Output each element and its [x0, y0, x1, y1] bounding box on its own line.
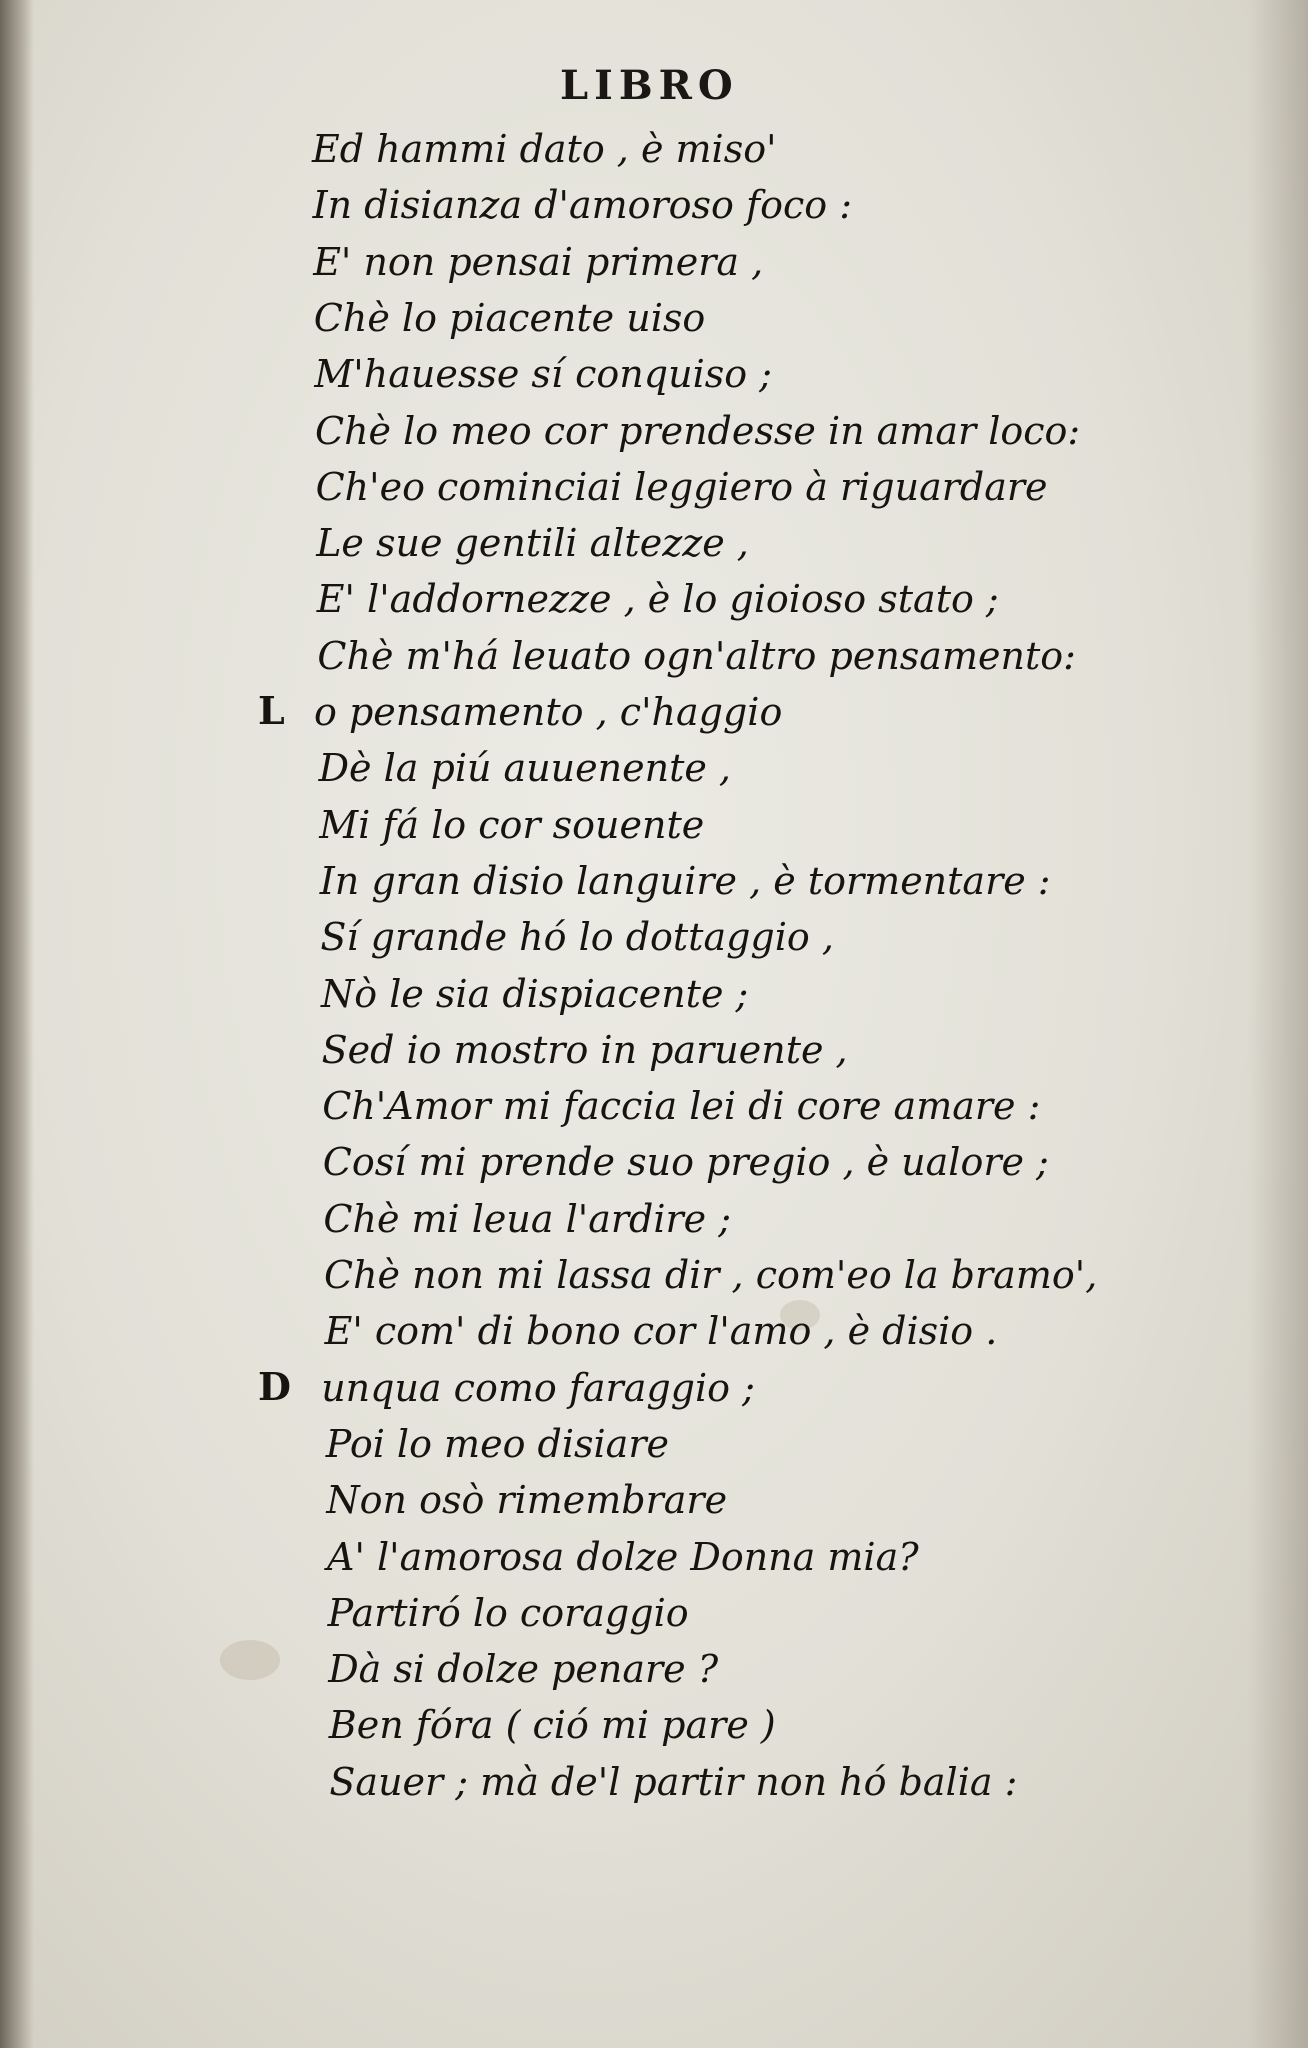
verse-line: E' com' di bono cor l'amo , è disio . — [324, 1309, 998, 1354]
verse-line: Le sue gentili altezze , — [316, 521, 749, 566]
verse-line: Nò le sia dispiacente ; — [321, 971, 749, 1016]
verse-line: Ch'Amor mi faccia lei di core amare : — [322, 1084, 1041, 1129]
verse-line: Sí grande hó lo dottaggio , — [320, 915, 834, 960]
verse-line: Mi fá lo cor souente — [319, 802, 705, 847]
verse-line: Poi lo meo disiare — [325, 1421, 669, 1466]
verse-line: Dè la piú auuenente , — [318, 746, 731, 791]
verse-line: Ch'eo cominciai leggiero à riguardare — [315, 464, 1048, 509]
verse-line: Chè non mi lassa dir , com'eo la bramo', — [324, 1253, 1098, 1297]
verse-line: Chè lo meo cor prendesse in amar loco: — [315, 408, 1081, 453]
verse-line: unqua como faraggio ; — [321, 1365, 755, 1410]
verse-line: Ed hammi dato , è miso' — [312, 127, 777, 171]
verse-line: Sauer ; mà de'l partir non hó balia : — [329, 1759, 1018, 1804]
verse-line: Cosí mi prende suo pregio , è ualore ; — [322, 1140, 1049, 1185]
verse-line: Chè mi leua l'ardire ; — [323, 1196, 732, 1241]
verse-line: o pensamento , c'haggio — [314, 690, 783, 734]
verse-line: E' non pensai primera , — [313, 239, 764, 284]
drop-initial: L — [258, 688, 285, 733]
verse-line: E' l'addornezze , è lo gioioso stato ; — [316, 577, 999, 622]
verse-line: Chè m'há leuato ogn'altro pensamento: — [317, 633, 1076, 678]
verse-line: A' l'amorosa dolze Donna mia? — [327, 1534, 919, 1579]
verse-line: Sed io mostro in paruente , — [321, 1027, 848, 1072]
verse-line: Chè lo piacente uiso — [313, 295, 706, 340]
verse-line: Ben fóra ( ció mi pare ) — [328, 1703, 776, 1748]
verse-line: Dà si dolze penare ? — [328, 1647, 719, 1692]
running-header: LIBRO — [560, 62, 739, 109]
verse-line: M'hauesse sí conquiso ; — [314, 352, 772, 397]
verse-line: In disianza d'amoroso foco : — [312, 183, 852, 228]
verse-line: Partiró lo coraggio — [327, 1590, 689, 1635]
verse-line: In gran disio languire , è tormentare : — [319, 858, 1051, 903]
drop-initial: D — [258, 1363, 291, 1409]
verse-line: Non osò rimembrare — [326, 1478, 728, 1523]
